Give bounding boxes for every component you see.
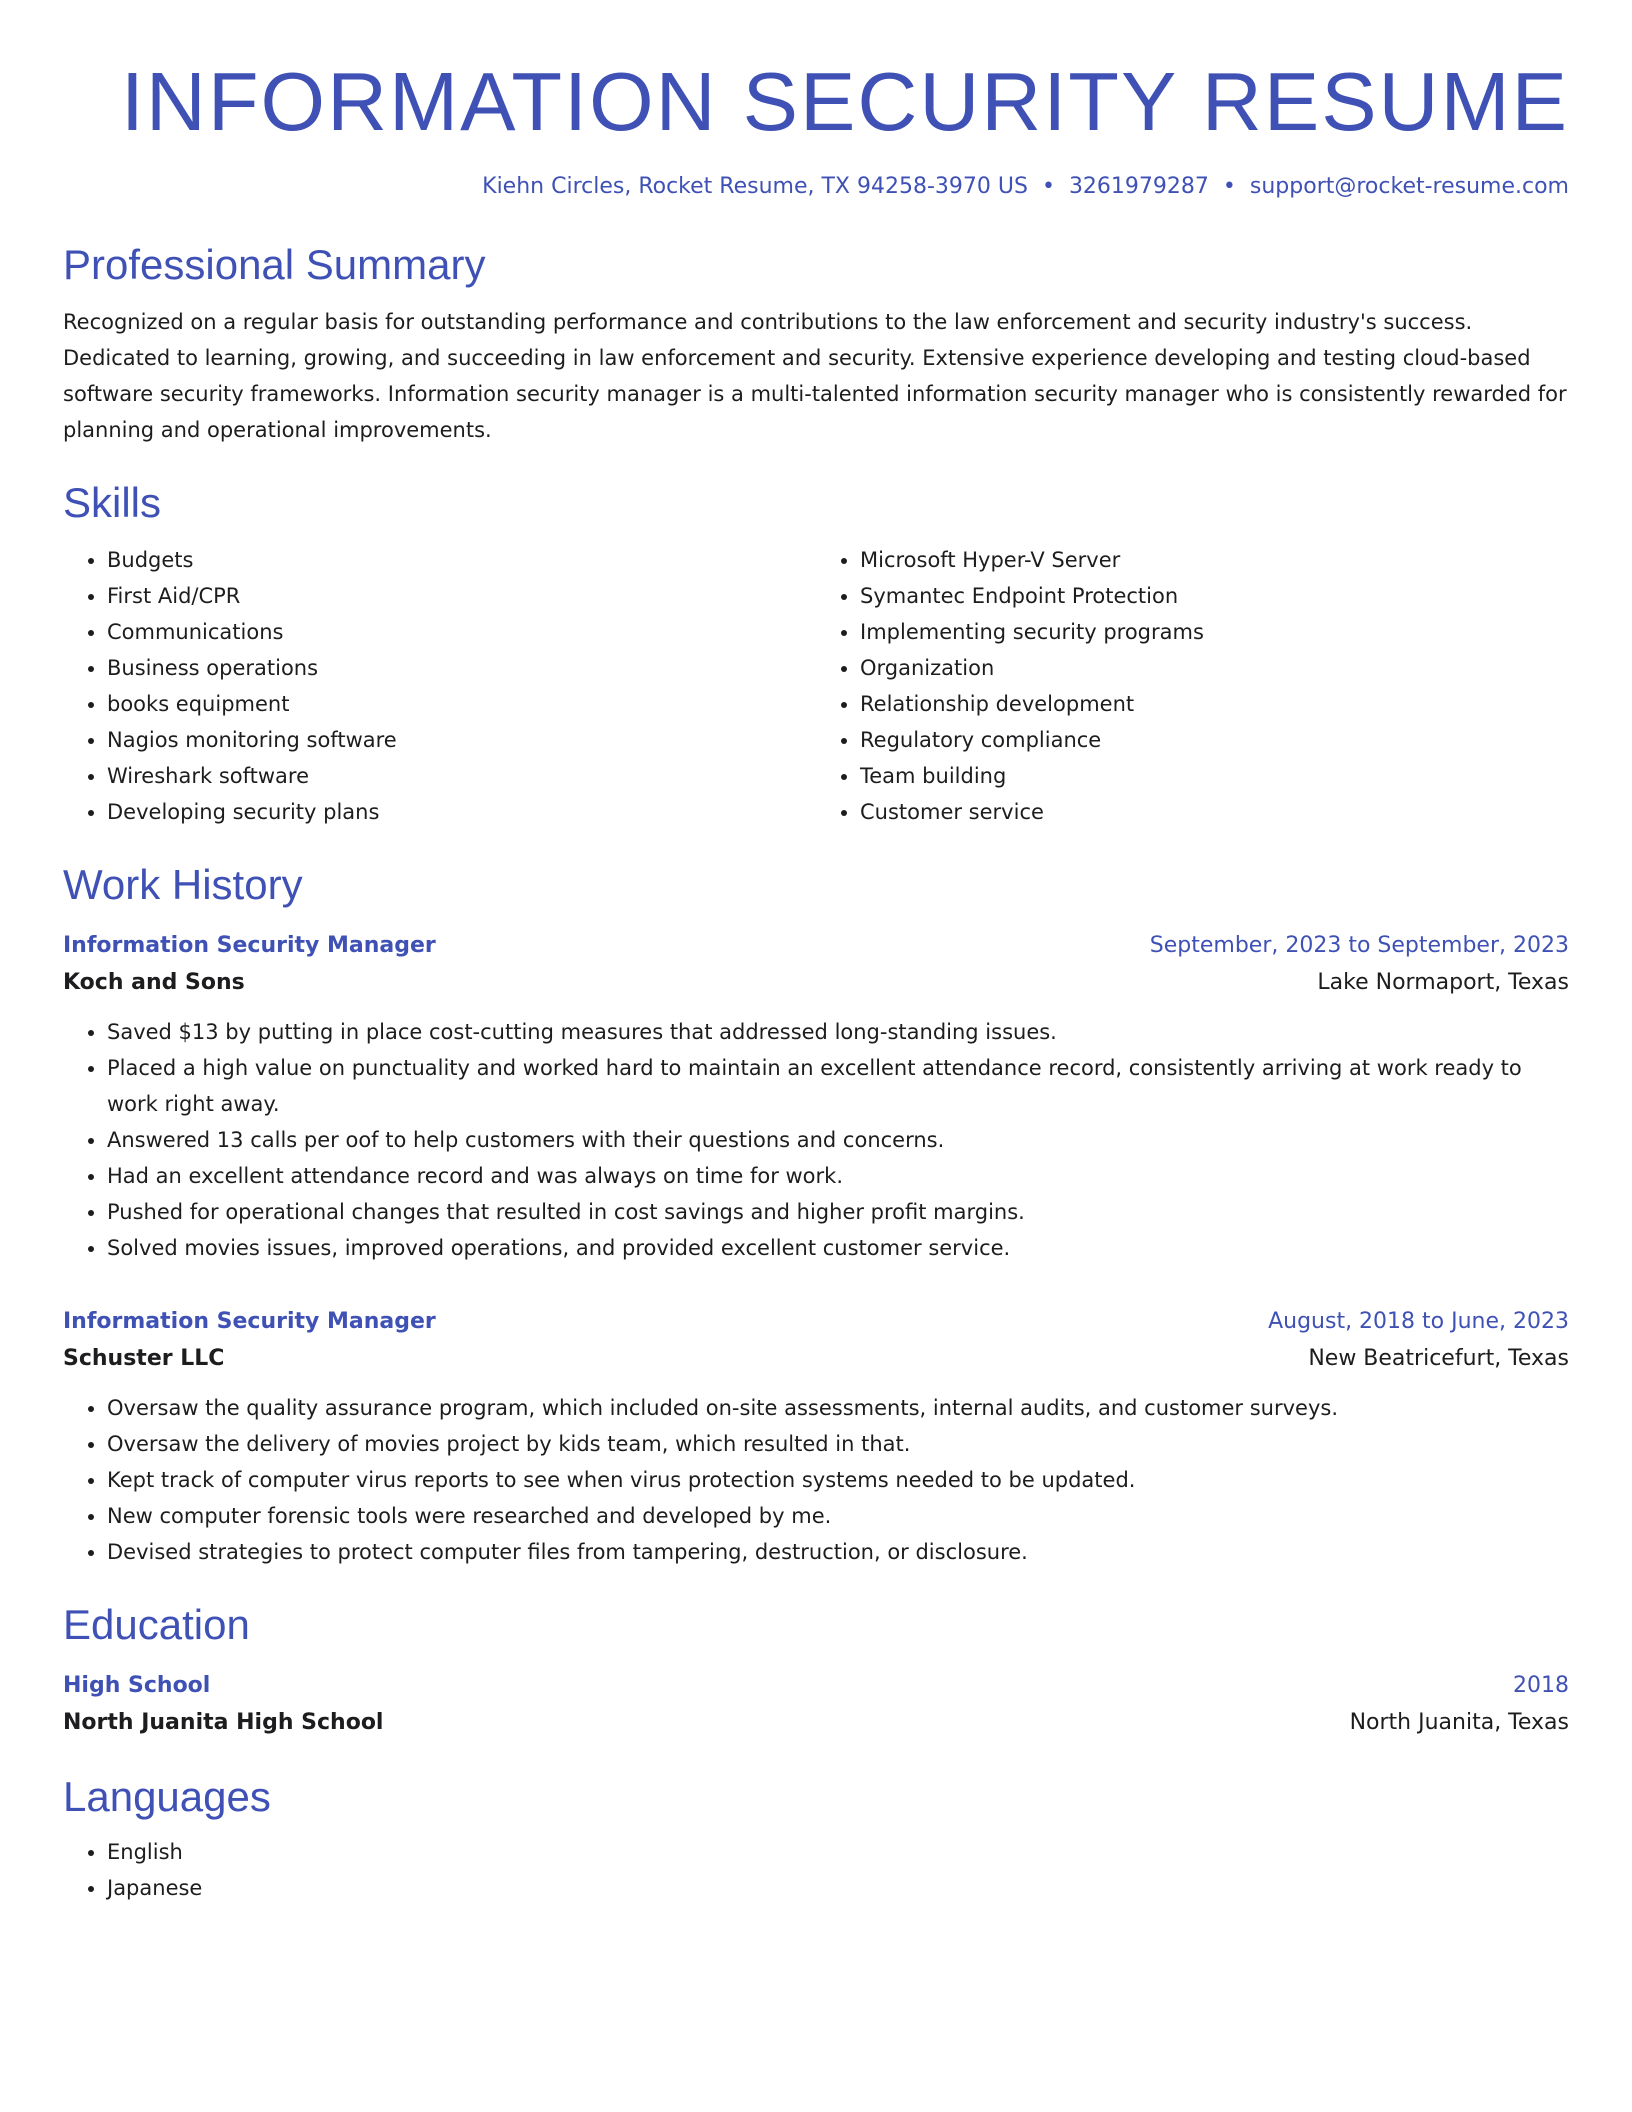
- job-bullet: • Kept track of computer virus reports to see when virus protection systems needed to be updated.: [107, 1462, 1569, 1498]
- skill-item: • books equipment: [107, 686, 816, 722]
- job-bullet: • Devised strategies to protect computer files from tampering, destruction, or disclosure.: [107, 1534, 1569, 1570]
- job-bullet: • New computer forensic tools were researched and developed by me.: [107, 1498, 1569, 1534]
- skill-item: • Wireshark software: [107, 758, 816, 794]
- language-item: • Japanese: [107, 1870, 1569, 1906]
- skill-item: • Microsoft Hyper-V Server: [860, 542, 1569, 578]
- skill-item: • Customer service: [860, 794, 1569, 830]
- skill-item: • Symantec Endpoint Protection: [860, 578, 1569, 614]
- skill-item: • Nagios monitoring software: [107, 722, 816, 758]
- contact-separator: •: [1222, 174, 1236, 199]
- skill-item: • Budgets: [107, 542, 816, 578]
- contact-line: [63, 172, 1569, 202]
- job-location: Lake Normaport, Texas: [1317, 970, 1569, 995]
- job-role: Information Security Manager: [63, 1309, 436, 1334]
- skills-column-right: [816, 542, 1569, 830]
- job-bullets: [63, 1390, 1569, 1570]
- education-entry: [63, 1668, 1569, 1742]
- job-dates: September, 2023 to September, 2023: [1149, 933, 1569, 958]
- skill-item: • Implementing security programs: [860, 614, 1569, 650]
- job-entry: [63, 1304, 1569, 1570]
- job-bullet: • Solved movies issues, improved operations, and provided excellent customer service.: [107, 1230, 1569, 1266]
- job-bullet: • Answered 13 calls per oof to help customers with their questions and concerns.: [107, 1122, 1569, 1158]
- languages-list: [63, 1834, 1569, 1906]
- job-bullets: [63, 1014, 1569, 1266]
- skill-item: • Developing security plans: [107, 794, 816, 830]
- contact-phone: 3261979287: [1068, 174, 1209, 199]
- job-entry: [63, 928, 1569, 1266]
- job-role: Information Security Manager: [63, 933, 436, 958]
- skill-item: • Regulatory compliance: [860, 722, 1569, 758]
- section-title-summary: Professional Summary: [63, 241, 486, 288]
- job-bullet: • Pushed for operational changes that resulted in cost savings and higher profit margins.: [107, 1194, 1569, 1230]
- job-location: New Beatricefurt, Texas: [1308, 1346, 1569, 1371]
- education-school: North Juanita High School: [63, 1710, 384, 1735]
- job-company: Koch and Sons: [63, 970, 245, 995]
- job-bullet: • Oversaw the quality assurance program, which included on-site assessments, internal audits, and customer surveys.: [107, 1390, 1569, 1426]
- skill-item: • First Aid/CPR: [107, 578, 816, 614]
- job-bullet: • Placed a high value on punctuality and worked hard to maintain an excellent attendance record, consistently arriving at work ready to work right away.: [107, 1050, 1569, 1122]
- skill-item: • Communications: [107, 614, 816, 650]
- job-dates: August, 2018 to June, 2023: [1268, 1309, 1569, 1334]
- skill-item: • Relationship development: [860, 686, 1569, 722]
- job-company: Schuster LLC: [63, 1346, 225, 1371]
- resume-title: INFORMATION SECURITY RESUME: [120, 55, 1569, 148]
- job-bullet: • Had an excellent attendance record and was always on time for work.: [107, 1158, 1569, 1194]
- section-title-languages: Languages: [63, 1773, 271, 1820]
- summary-text: Recognized on a regular basis for outstanding performance and contributions to the law enforcement and security industry's success. Dedicated to learning, growing, and succeeding in law enforcement and security. Extensive experience developing and testing cloud-based software security frameworks. Information security manager is a multi-talented information security manager who is consistently rewarded for planning and operational improvements.: [63, 310, 1567, 442]
- job-bullet: • Oversaw the delivery of movies project by kids team, which resulted in that.: [107, 1426, 1569, 1462]
- contact-email: support@rocket-resume.com: [1249, 174, 1569, 199]
- skills-list: [63, 542, 1569, 830]
- education-degree: High School: [63, 1673, 211, 1698]
- skill-item: • Organization: [860, 650, 1569, 686]
- contact-address: Kiehn Circles, Rocket Resume, TX 94258-3970 US: [482, 174, 1028, 199]
- language-item: • English: [107, 1834, 1569, 1870]
- skill-item: • Team building: [860, 758, 1569, 794]
- skills-column-left: [63, 542, 816, 830]
- education-year: 2018: [1513, 1673, 1569, 1698]
- section-title-work-history: Work History: [63, 861, 303, 908]
- contact-separator: •: [1041, 174, 1055, 199]
- section-title-education: Education: [63, 1601, 250, 1648]
- section-title-skills: Skills: [63, 479, 162, 526]
- job-bullet: • Saved $13 by putting in place cost-cutting measures that addressed long-standing issues.: [107, 1014, 1569, 1050]
- skill-item: • Business operations: [107, 650, 816, 686]
- education-location: North Juanita, Texas: [1349, 1710, 1569, 1735]
